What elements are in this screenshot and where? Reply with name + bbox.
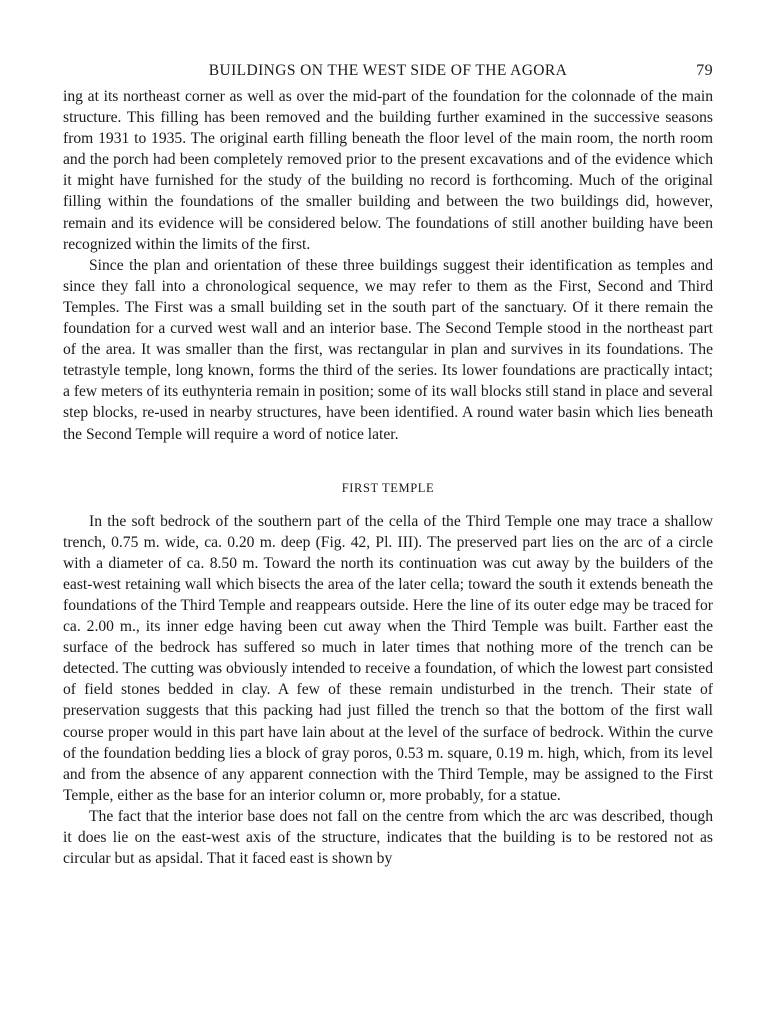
paragraph-three-temples: Since the plan and orientation of these three buildings suggest their identification as temples and since they fall into a chronological sequence, we may refer to them as the First, Second and Third Temples. The First was a small building set in the south part of the sanctuary. Of it there remain the foundation for a curved west wall and an interior base. The Second Temple stood in the northeast part of the area. It was smaller than the first, was rectangular in plan and survives in its foundations. The tetrastyle temple, long known, forms the third of the series. Its lower foundations are practically intact; a few meters of its euthynteria remain in position; some of its wall blocks still stand in place and several step blocks, re-used in nearby structures, have been identified. A round water basin which lies beneath the Second Temple will require a word of notice later.: [63, 256, 714, 443]
running-header: [63, 56, 713, 86]
page-number: 79: [696, 62, 713, 79]
paragraph-interior-base: The fact that the interior base does not fall on the centre from which the arc was described, though it does lie on the east-west axis of the structure, indicates that the building is to be restored not as circular but as apsidal. That it faced east is shown by: [63, 807, 713, 868]
paragraph-continuation: ing at its northeast corner as well as over the mid-part of the foundation for the colonnade of the main structure. This filling has been removed and the building further examined in the successive seasons from 1931 to 1935. The original earth filling beneath the floor level of the main room, the north room and the porch had been completely removed prior to the present excavations and of the evidence which it might have furnished for the study of the building no record is forthcoming. Much of the original filling within the foundations of the smaller building and between the two buildings did, however, remain and its evidence will be considered below. The foundations of still another building have been recognized within the limits of the first.: [63, 88, 713, 253]
running-title: BUILDINGS ON THE WEST SIDE OF THE AGORA: [208, 62, 568, 79]
paragraph-first-temple-trench: In the soft bedrock of the southern part of the cella of the Third Temple one may trace a shallow trench, 0.75 m. wide, ca. 0.20 m. deep (Fig. 42, Pl. III). The preserved part lies on the arc of a circle with a diameter of ca. 8.50 m. Toward the north its continuation was cut away by the builders of the east-west retaining wall which bisects the area of the later cella; toward the south it extends beneath the foundations of the Third Temple and reappears outside. Here the line of its outer edge may be traced for ca. 2.00 m., its inner edge having been cut away when the Third Temple was built. Farther east the surface of the bedrock has suffered so much in later times that nothing more of the trench can be detected. The cutting was obviously intended to receive a foundation, of which the lowest part consisted of field stones bedded in clay. A few of these remain undisturbed in the trench. Their state of preservation suggests that this packing had just filled the trench so that the bottom of the first wall course proper would in this part have lain about at the level of the surface of bedrock. Within the curve of the foundation bedding lies a block of gray poros, 0.53 m. square, 0.19 m. high, which, from its level and from the absence of any apparent connection with the Third Temple, may be assigned to the First Temple, either as the base for an interior column or, more probably, for a statue.: [63, 512, 713, 804]
section-heading: FIRST TEMPLE: [341, 480, 435, 495]
document-page: [63, 56, 713, 869]
